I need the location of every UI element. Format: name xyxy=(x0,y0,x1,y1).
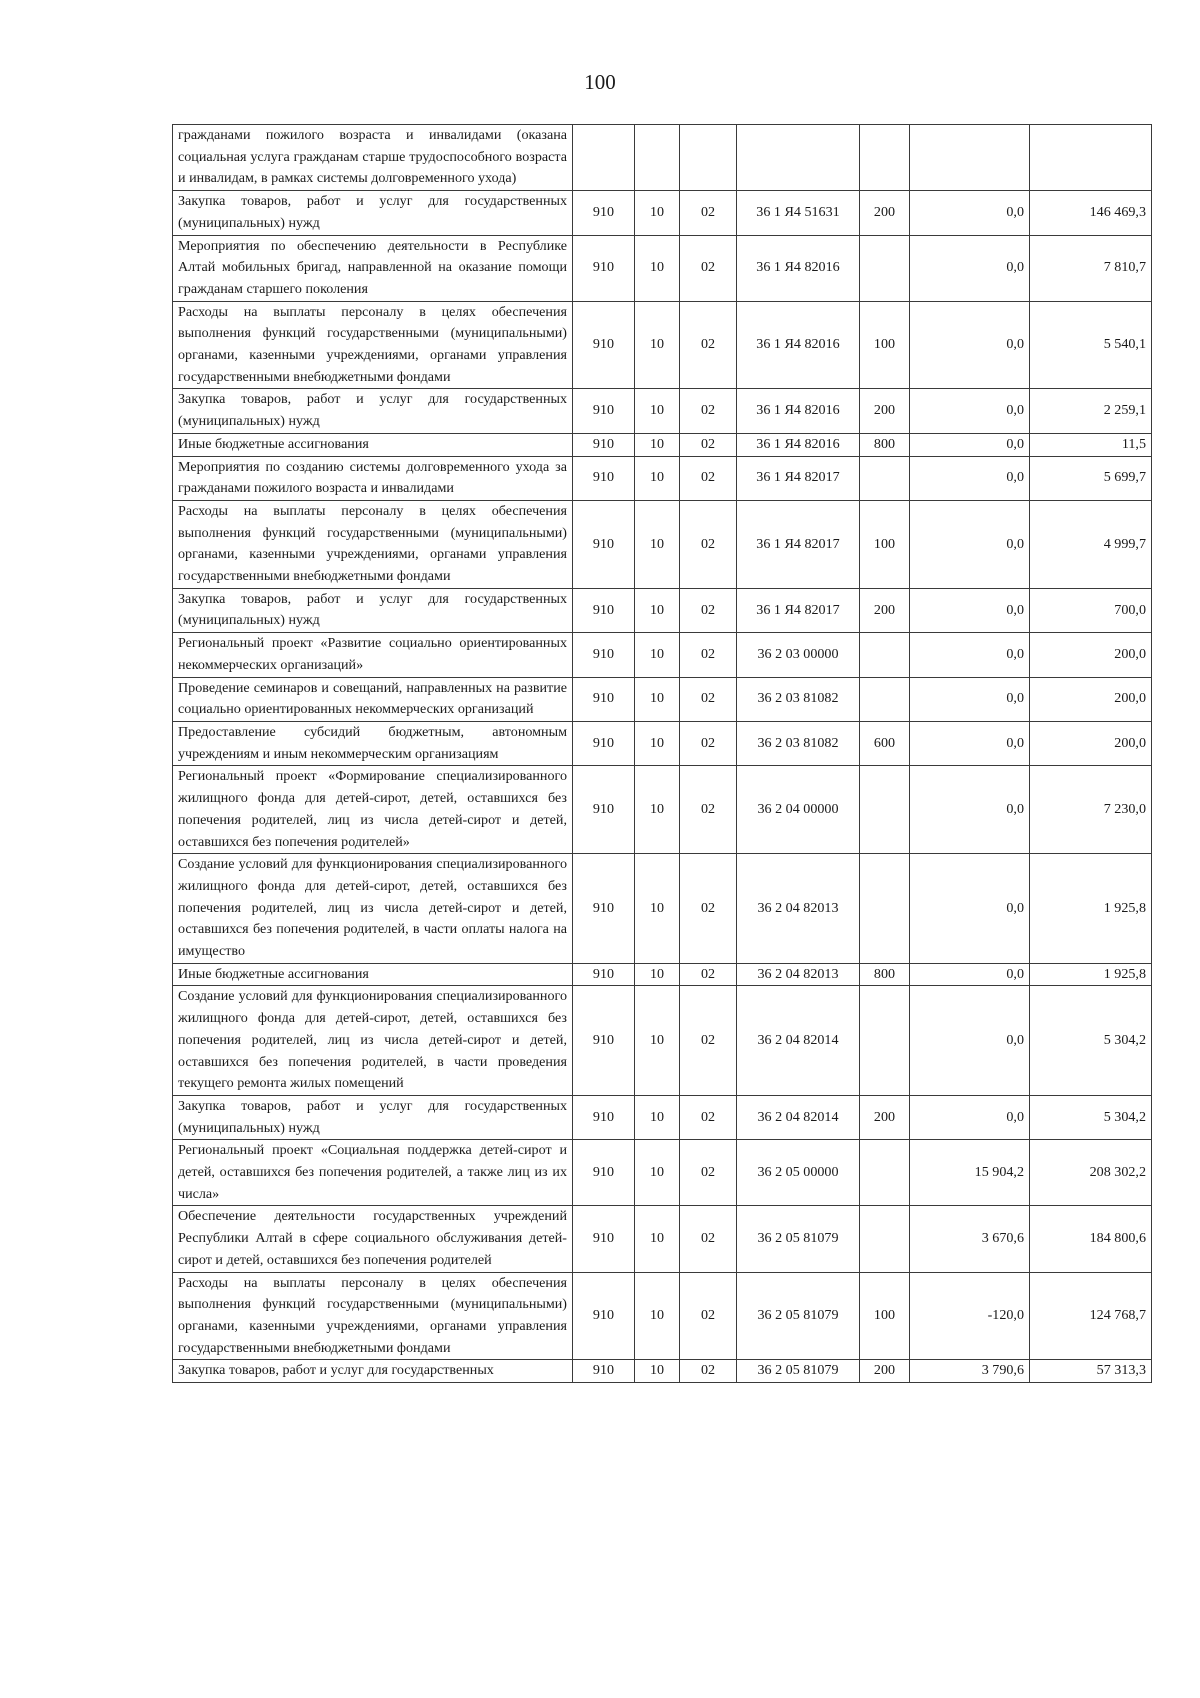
cell-amount-change: 0,0 xyxy=(910,766,1030,854)
cell-target-article: 36 2 05 81079 xyxy=(737,1206,860,1272)
table-row xyxy=(173,301,1152,389)
table-row xyxy=(173,1140,1152,1206)
cell-admin-code: 910 xyxy=(573,588,635,632)
table-row xyxy=(173,588,1152,632)
cell-target-article xyxy=(737,125,860,191)
table-row xyxy=(173,235,1152,301)
table-row xyxy=(173,986,1152,1096)
cell-subsection: 02 xyxy=(680,1095,737,1139)
cell-admin-code xyxy=(573,125,635,191)
cell-target-article: 36 2 03 81082 xyxy=(737,677,860,721)
table-row xyxy=(173,1360,1152,1383)
cell-expense-type: 200 xyxy=(860,191,910,235)
table-row xyxy=(173,633,1152,677)
cell-target-article: 36 1 Я4 82017 xyxy=(737,500,860,588)
cell-section: 10 xyxy=(635,301,680,389)
cell-target-article: 36 2 04 82014 xyxy=(737,986,860,1096)
cell-subsection: 02 xyxy=(680,1140,737,1206)
cell-subsection: 02 xyxy=(680,854,737,964)
cell-amount-change: 0,0 xyxy=(910,986,1030,1096)
cell-admin-code: 910 xyxy=(573,766,635,854)
cell-subsection xyxy=(680,125,737,191)
cell-amount-total: 5 304,2 xyxy=(1030,1095,1152,1139)
cell-expense-type: 100 xyxy=(860,301,910,389)
cell-target-article: 36 1 Я4 82016 xyxy=(737,389,860,433)
cell-expense-type xyxy=(860,766,910,854)
cell-admin-code: 910 xyxy=(573,677,635,721)
cell-amount-change xyxy=(910,125,1030,191)
cell-section: 10 xyxy=(635,963,680,986)
cell-admin-code: 910 xyxy=(573,389,635,433)
cell-amount-total: 5 540,1 xyxy=(1030,301,1152,389)
table-row xyxy=(173,963,1152,986)
cell-amount-change: 0,0 xyxy=(910,235,1030,301)
cell-amount-change: 3 670,6 xyxy=(910,1206,1030,1272)
cell-amount-total: 200,0 xyxy=(1030,721,1152,765)
cell-subsection: 02 xyxy=(680,633,737,677)
budget-table xyxy=(172,124,1152,1383)
cell-target-article: 36 1 Я4 51631 xyxy=(737,191,860,235)
cell-amount-total: 200,0 xyxy=(1030,633,1152,677)
cell-admin-code: 910 xyxy=(573,433,635,456)
cell-expense-name: Региональный проект «Социальная поддержка детей-сирот и детей, оставшихся без попечения родителей, а также лиц из их числа» xyxy=(173,1140,573,1206)
cell-expense-type xyxy=(860,1140,910,1206)
cell-amount-total: 5 699,7 xyxy=(1030,456,1152,500)
cell-expense-type xyxy=(860,456,910,500)
cell-expense-name: Региональный проект «Развитие социально ориентированных некоммерческих организаций» xyxy=(173,633,573,677)
cell-target-article: 36 2 04 00000 xyxy=(737,766,860,854)
cell-amount-total: 2 259,1 xyxy=(1030,389,1152,433)
cell-section: 10 xyxy=(635,766,680,854)
cell-amount-change: 0,0 xyxy=(910,677,1030,721)
cell-expense-type xyxy=(860,125,910,191)
cell-target-article: 36 2 04 82013 xyxy=(737,963,860,986)
cell-amount-total: 7 230,0 xyxy=(1030,766,1152,854)
cell-amount-total: 7 810,7 xyxy=(1030,235,1152,301)
cell-target-article: 36 1 Я4 82016 xyxy=(737,433,860,456)
cell-admin-code: 910 xyxy=(573,1095,635,1139)
cell-subsection: 02 xyxy=(680,235,737,301)
cell-expense-name: Обеспечение деятельности государственных учреждений Республики Алтай в сфере социального обслуживания детей-сирот и детей, оставшихся без попечения родителей xyxy=(173,1206,573,1272)
cell-expense-type xyxy=(860,235,910,301)
cell-amount-change: 0,0 xyxy=(910,456,1030,500)
cell-expense-type: 100 xyxy=(860,500,910,588)
cell-admin-code: 910 xyxy=(573,1206,635,1272)
cell-subsection: 02 xyxy=(680,963,737,986)
cell-expense-name: Расходы на выплаты персоналу в целях обеспечения выполнения функций государственными (муниципальными) органами, казенными учреждениями, органами управления государственными внебюджетными фондами xyxy=(173,1272,573,1360)
cell-admin-code: 910 xyxy=(573,301,635,389)
cell-amount-change: 0,0 xyxy=(910,389,1030,433)
cell-amount-change: 0,0 xyxy=(910,721,1030,765)
cell-expense-name: Закупка товаров, работ и услуг для государственных (муниципальных) нужд xyxy=(173,588,573,632)
cell-amount-change: 0,0 xyxy=(910,854,1030,964)
cell-expense-type: 800 xyxy=(860,963,910,986)
cell-section: 10 xyxy=(635,500,680,588)
cell-expense-type: 800 xyxy=(860,433,910,456)
cell-admin-code: 910 xyxy=(573,721,635,765)
cell-admin-code: 910 xyxy=(573,235,635,301)
cell-subsection: 02 xyxy=(680,986,737,1096)
cell-expense-name: Иные бюджетные ассигнования xyxy=(173,433,573,456)
cell-target-article: 36 2 05 00000 xyxy=(737,1140,860,1206)
cell-amount-total: 184 800,6 xyxy=(1030,1206,1152,1272)
cell-expense-name: Закупка товаров, работ и услуг для государственных (муниципальных) нужд xyxy=(173,389,573,433)
cell-target-article: 36 2 03 81082 xyxy=(737,721,860,765)
cell-expense-name: Расходы на выплаты персоналу в целях обеспечения выполнения функций государственными (муниципальными) органами, казенными учреждениями, органами управления государственными внебюджетными фондами xyxy=(173,500,573,588)
cell-section: 10 xyxy=(635,1140,680,1206)
cell-expense-name: Создание условий для функционирования специализированного жилищного фонда для детей-сирот, детей, оставшихся без попечения родителей, лиц из числа детей-сирот и детей, оставшихся без попечения родителей, в части проведения текущего ремонта жилых помещений xyxy=(173,986,573,1096)
cell-section: 10 xyxy=(635,1360,680,1383)
cell-amount-total: 200,0 xyxy=(1030,677,1152,721)
cell-target-article: 36 2 04 82013 xyxy=(737,854,860,964)
table-row xyxy=(173,677,1152,721)
cell-expense-name: Региональный проект «Формирование специализированного жилищного фонда для детей-сирот, детей, оставшихся без попечения родителей, лиц из числа детей-сирот и детей, оставшихся без попечения родителей» xyxy=(173,766,573,854)
cell-section: 10 xyxy=(635,677,680,721)
cell-admin-code: 910 xyxy=(573,456,635,500)
cell-expense-name: Мероприятия по обеспечению деятельности в Республике Алтай мобильных бригад, направленной на оказание помощи гражданам старшего поколения xyxy=(173,235,573,301)
cell-admin-code: 910 xyxy=(573,191,635,235)
cell-expense-type: 200 xyxy=(860,1360,910,1383)
table-row xyxy=(173,1095,1152,1139)
cell-subsection: 02 xyxy=(680,500,737,588)
cell-target-article: 36 2 05 81079 xyxy=(737,1360,860,1383)
table-row xyxy=(173,433,1152,456)
cell-amount-change: 0,0 xyxy=(910,588,1030,632)
cell-target-article: 36 2 03 00000 xyxy=(737,633,860,677)
cell-section: 10 xyxy=(635,389,680,433)
cell-expense-type: 100 xyxy=(860,1272,910,1360)
cell-section: 10 xyxy=(635,1272,680,1360)
table-row xyxy=(173,389,1152,433)
cell-admin-code: 910 xyxy=(573,986,635,1096)
cell-expense-name: Расходы на выплаты персоналу в целях обеспечения выполнения функций государственными (муниципальными) органами, казенными учреждениями, органами управления государственными внебюджетными фондами xyxy=(173,301,573,389)
page-number: 100 xyxy=(584,70,616,94)
cell-section: 10 xyxy=(635,986,680,1096)
cell-section: 10 xyxy=(635,433,680,456)
cell-amount-total xyxy=(1030,125,1152,191)
cell-subsection: 02 xyxy=(680,1360,737,1383)
cell-expense-name: Закупка товаров, работ и услуг для государственных (муниципальных) нужд xyxy=(173,191,573,235)
cell-admin-code: 910 xyxy=(573,963,635,986)
cell-subsection: 02 xyxy=(680,766,737,854)
table-row xyxy=(173,766,1152,854)
table-row xyxy=(173,456,1152,500)
cell-amount-change: -120,0 xyxy=(910,1272,1030,1360)
cell-amount-total: 124 768,7 xyxy=(1030,1272,1152,1360)
cell-expense-type xyxy=(860,1206,910,1272)
cell-admin-code: 910 xyxy=(573,1140,635,1206)
cell-section xyxy=(635,125,680,191)
cell-subsection: 02 xyxy=(680,389,737,433)
cell-target-article: 36 1 Я4 82016 xyxy=(737,301,860,389)
cell-expense-type: 600 xyxy=(860,721,910,765)
cell-section: 10 xyxy=(635,1206,680,1272)
cell-admin-code: 910 xyxy=(573,1360,635,1383)
cell-target-article: 36 1 Я4 82016 xyxy=(737,235,860,301)
cell-amount-total: 146 469,3 xyxy=(1030,191,1152,235)
cell-expense-type xyxy=(860,986,910,1096)
cell-amount-total: 11,5 xyxy=(1030,433,1152,456)
cell-amount-change: 0,0 xyxy=(910,1095,1030,1139)
table-row xyxy=(173,500,1152,588)
cell-amount-total: 700,0 xyxy=(1030,588,1152,632)
cell-target-article: 36 1 Я4 82017 xyxy=(737,456,860,500)
cell-amount-change: 0,0 xyxy=(910,191,1030,235)
cell-expense-name: Мероприятия по созданию системы долговременного ухода за гражданами пожилого возраста и инвалидами xyxy=(173,456,573,500)
table-row xyxy=(173,1272,1152,1360)
table-row xyxy=(173,125,1152,191)
cell-amount-total: 1 925,8 xyxy=(1030,854,1152,964)
cell-subsection: 02 xyxy=(680,1206,737,1272)
cell-expense-type: 200 xyxy=(860,389,910,433)
cell-amount-total: 57 313,3 xyxy=(1030,1360,1152,1383)
cell-section: 10 xyxy=(635,1095,680,1139)
cell-amount-change: 3 790,6 xyxy=(910,1360,1030,1383)
cell-section: 10 xyxy=(635,235,680,301)
cell-amount-total: 1 925,8 xyxy=(1030,963,1152,986)
cell-amount-total: 5 304,2 xyxy=(1030,986,1152,1096)
cell-section: 10 xyxy=(635,854,680,964)
cell-target-article: 36 1 Я4 82017 xyxy=(737,588,860,632)
cell-expense-type xyxy=(860,677,910,721)
cell-admin-code: 910 xyxy=(573,500,635,588)
cell-amount-change: 0,0 xyxy=(910,633,1030,677)
cell-expense-name: Закупка товаров, работ и услуг для государственных (муниципальных) нужд xyxy=(173,1095,573,1139)
cell-expense-name: Иные бюджетные ассигнования xyxy=(173,963,573,986)
cell-amount-change: 0,0 xyxy=(910,301,1030,389)
cell-expense-name: Создание условий для функционирования специализированного жилищного фонда для детей-сирот, детей, оставшихся без попечения родителей, лиц из числа детей-сирот и детей, оставшихся без попечения родителей, в части оплаты налога на имущество xyxy=(173,854,573,964)
cell-subsection: 02 xyxy=(680,191,737,235)
cell-expense-name: гражданами пожилого возраста и инвалидами (оказана социальная услуга гражданам старше трудоспособного возраста и инвалидам, в рамках системы долговременного ухода) xyxy=(173,125,573,191)
cell-subsection: 02 xyxy=(680,588,737,632)
table-row xyxy=(173,191,1152,235)
cell-section: 10 xyxy=(635,191,680,235)
table-body xyxy=(173,125,1152,1383)
cell-amount-change: 0,0 xyxy=(910,500,1030,588)
cell-expense-type: 200 xyxy=(860,588,910,632)
cell-amount-change: 0,0 xyxy=(910,433,1030,456)
cell-expense-name: Проведение семинаров и совещаний, направленных на развитие социально ориентированных некоммерческих организаций xyxy=(173,677,573,721)
cell-subsection: 02 xyxy=(680,1272,737,1360)
cell-admin-code: 910 xyxy=(573,633,635,677)
cell-amount-change: 0,0 xyxy=(910,963,1030,986)
cell-expense-name: Закупка товаров, работ и услуг для государственных xyxy=(173,1360,573,1383)
cell-subsection: 02 xyxy=(680,433,737,456)
cell-section: 10 xyxy=(635,721,680,765)
cell-expense-type xyxy=(860,854,910,964)
table-row xyxy=(173,1206,1152,1272)
cell-target-article: 36 2 04 82014 xyxy=(737,1095,860,1139)
cell-subsection: 02 xyxy=(680,677,737,721)
cell-section: 10 xyxy=(635,588,680,632)
cell-subsection: 02 xyxy=(680,301,737,389)
cell-admin-code: 910 xyxy=(573,1272,635,1360)
cell-expense-type xyxy=(860,633,910,677)
cell-expense-name: Предоставление субсидий бюджетным, автономным учреждениям и иным некоммерческим организациям xyxy=(173,721,573,765)
table-row xyxy=(173,854,1152,964)
cell-amount-change: 15 904,2 xyxy=(910,1140,1030,1206)
cell-amount-total: 4 999,7 xyxy=(1030,500,1152,588)
cell-subsection: 02 xyxy=(680,721,737,765)
cell-target-article: 36 2 05 81079 xyxy=(737,1272,860,1360)
cell-section: 10 xyxy=(635,633,680,677)
table-row xyxy=(173,721,1152,765)
cell-section: 10 xyxy=(635,456,680,500)
cell-expense-type: 200 xyxy=(860,1095,910,1139)
cell-subsection: 02 xyxy=(680,456,737,500)
cell-admin-code: 910 xyxy=(573,854,635,964)
cell-amount-total: 208 302,2 xyxy=(1030,1140,1152,1206)
